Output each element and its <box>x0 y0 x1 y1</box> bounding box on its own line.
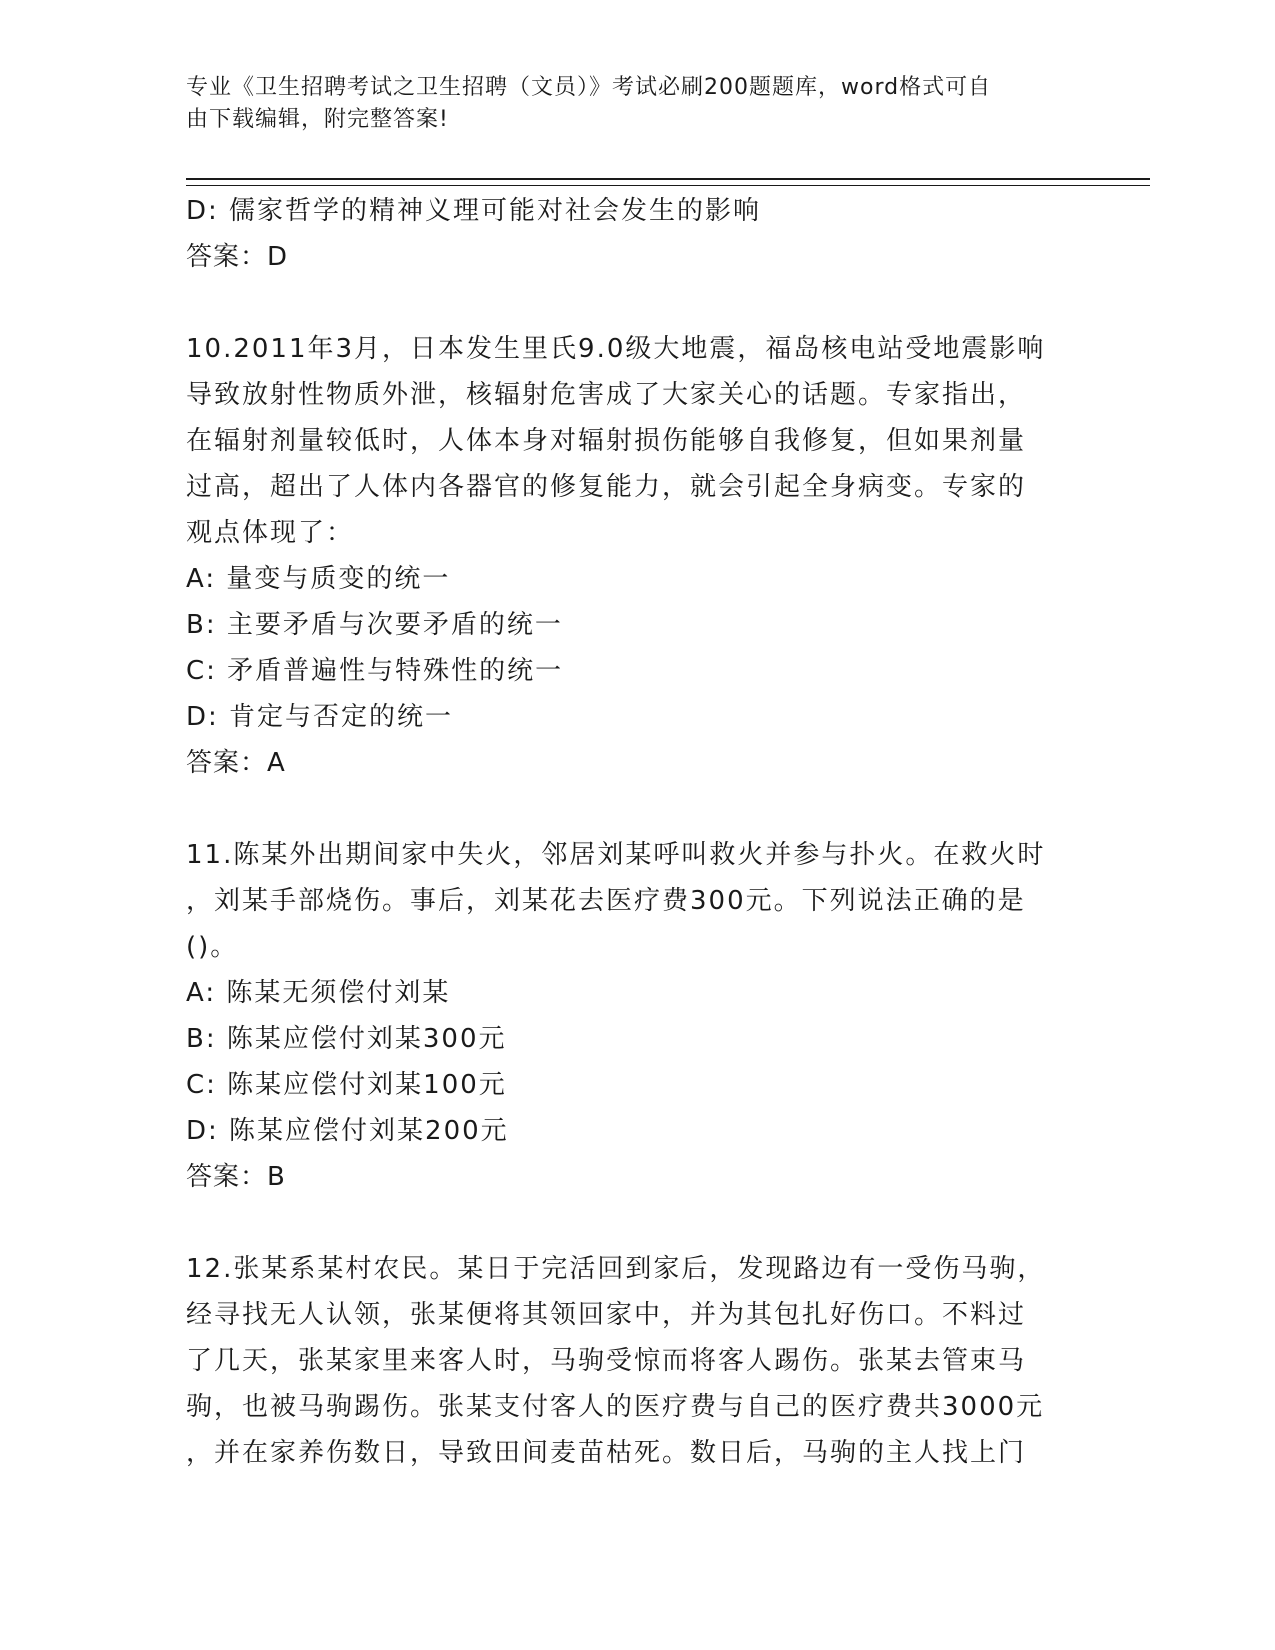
question-text-line: 12.张某系某村农民。某日于完活回到家后，发现路边有一受伤马驹， <box>186 1254 1046 1284</box>
question-text-line: 10.2011年3月，日本发生里氏9.0级大地震，福岛核电站受地震影响 <box>186 334 1046 364</box>
option-d: D: 陈某应偿付刘某200元 <box>186 1116 509 1146</box>
option-c: C: 矛盾普遍性与特殊性的统一 <box>186 656 564 686</box>
question-text-line: 过高，超出了人体内各器官的修复能力，就会引起全身病变。专家的 <box>186 472 1027 502</box>
header-line-1: 专业《卫生招聘考试之卫生招聘（文员）》考试必刷200题题库，word格式可自 <box>186 75 992 100</box>
question-11 <box>186 832 1106 1200</box>
option-a: A: 陈某无须偿付刘某 <box>186 978 451 1008</box>
header-divider-thin <box>186 185 1150 186</box>
option-b: B: 陈某应偿付刘某300元 <box>186 1024 507 1054</box>
option-d: D: 儒家哲学的精神义理可能对社会发生的影响 <box>186 196 762 226</box>
option-b: B: 主要矛盾与次要矛盾的统一 <box>186 610 563 640</box>
answer: 答案：A <box>186 748 286 778</box>
question-text-line: 11.陈某外出期间家中失火，邻居刘某呼叫救火并参与扑火。在救火时 <box>186 840 1046 870</box>
header-line-2: 由下载编辑，附完整答案! <box>186 107 449 132</box>
question-10 <box>186 326 1106 786</box>
question-text-line: 经寻找无人认领，张某便将其领回家中，并为其包扎好伤口。不料过 <box>186 1300 1027 1330</box>
question-text-line: 了几天，张某家里来客人时，马驹受惊而将客人踢伤。张某去管束马 <box>186 1346 1027 1376</box>
question-text-line: ()。 <box>186 932 239 962</box>
question-text-line: 导致放射性物质外泄，核辐射危害成了大家关心的话题。专家指出， <box>186 380 1027 410</box>
spacer <box>186 280 1106 326</box>
question-text-line: ，并在家养伤数日，导致田间麦苗枯死。数日后，马驹的主人找上门 <box>186 1438 1027 1468</box>
previous-question-tail <box>186 188 1106 280</box>
question-12 <box>186 1246 1106 1476</box>
answer: 答案：B <box>186 1162 286 1192</box>
question-text-line: 驹，也被马驹踢伤。张某支付客人的医疗费与自己的医疗费共3000元 <box>186 1392 1045 1422</box>
option-d: D: 肯定与否定的统一 <box>186 702 454 732</box>
header-divider <box>186 178 1150 180</box>
document-body <box>186 188 1106 1476</box>
page-header <box>186 72 1086 136</box>
option-c: C: 陈某应偿付刘某100元 <box>186 1070 507 1100</box>
question-text-line: 在辐射剂量较低时，人体本身对辐射损伤能够自我修复，但如果剂量 <box>186 426 1027 456</box>
question-text-line: 观点体现了： <box>186 518 355 548</box>
answer: 答案：D <box>186 242 289 272</box>
spacer <box>186 1200 1106 1246</box>
option-a: A: 量变与质变的统一 <box>186 564 451 594</box>
question-text-line: ，刘某手部烧伤。事后，刘某花去医疗费300元。下列说法正确的是 <box>186 886 1026 916</box>
spacer <box>186 786 1106 832</box>
